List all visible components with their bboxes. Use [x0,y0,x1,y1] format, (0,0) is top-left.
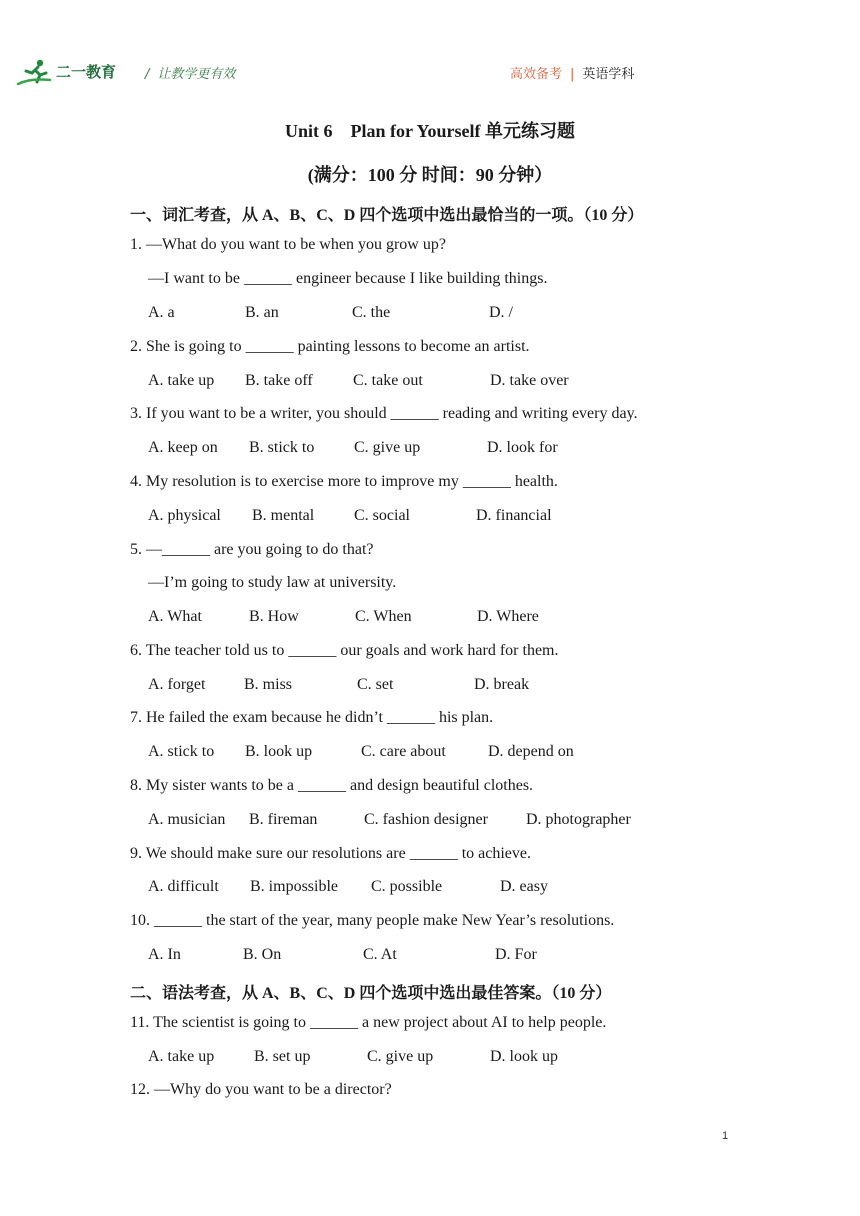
option-c: C. fashion designer [364,811,488,828]
option-a: A. stick to [148,743,215,760]
question-line: 5. —______ are you going to do that? [130,541,374,558]
question-line: 9. We should make sure our resolutions are ______ to achieve. [130,845,531,862]
question-line: 3. If you want to be a writer, you should ______ reading and writing every day. [130,405,638,422]
option-c: C. care about [361,743,446,760]
option-a: A. take up [148,1048,215,1065]
slogan: / 让教学更有效 [145,67,236,82]
option-a: A. a [148,304,175,321]
option-d: D. easy [500,878,548,895]
question-line: 8. My sister wants to be a ______ and design beautiful clothes. [130,777,534,794]
page-subtitle: (满分：100 分 时间：90 分钟） [307,165,553,185]
question-line: 4. My resolution is to exercise more to improve my ______ health. [130,473,558,490]
section-heading-grammar: 二、语法考查，从 A、B、C、D 四个选项中选出最佳答案。（10 分） [130,985,612,1002]
option-b: B. set up [254,1048,311,1065]
option-d: D. look for [487,439,558,456]
logo [16,58,126,90]
header-right [510,63,634,82]
slogan-text: 让教学更有效 [157,67,236,82]
question-line: 11. The scientist is going to ______ a new project about AI to help people. [130,1014,607,1031]
page-title: Unit 6 Plan for Yourself 单元练习题 [285,121,575,141]
option-b: B. fireman [249,811,318,828]
option-d: D. For [495,946,537,963]
question-line: 1. —What do you want to be when you grow up? [130,236,446,253]
question-line: —I want to be ______ engineer because I like building things. [148,270,548,287]
option-d: D. take over [490,372,569,389]
option-a: A. musician [148,811,226,828]
subject-label: 英语学科 [582,67,635,82]
section-heading-vocabulary: 一、词汇考查，从 A、B、C、D 四个选项中选出最恰当的一项。（10 分） [130,207,644,224]
option-b: B. miss [244,676,293,693]
option-d: D. break [474,676,530,693]
option-a: A. What [148,608,202,625]
option-d: D. depend on [488,743,574,760]
option-d: D. photographer [526,811,631,828]
option-c: C. social [354,507,410,524]
header-separator: | [570,67,575,82]
option-b: B. How [249,608,299,625]
option-b: B. an [245,304,279,321]
option-c: C. possible [371,878,443,895]
question-line: 12. —Why do you want to be a director? [130,1081,392,1098]
option-c: C. When [355,608,412,625]
option-d: D. / [489,304,513,321]
question-line: 2. She is going to ______ painting lessons to become an artist. [130,338,530,355]
logo-text: 二一教育 [56,63,117,81]
option-b: B. look up [245,743,313,760]
exam-label: 高效备考 [510,67,563,82]
option-a: A. difficult [148,878,219,895]
option-d: D. look up [490,1048,558,1065]
option-c: C. give up [367,1048,434,1065]
option-d: D. Where [477,608,539,625]
option-a: A. keep on [148,439,218,456]
question-line: —I’m going to study law at university. [148,574,397,591]
option-b: B. stick to [249,439,315,456]
option-b: B. take off [245,372,313,389]
option-c: C. At [363,946,397,963]
option-c: C. the [352,304,391,321]
question-line: 7. He failed the exam because he didn’t ______ his plan. [130,709,494,726]
question-line: 6. The teacher told us to ______ our goals and work hard for them. [130,642,559,659]
option-d: D. financial [476,507,552,524]
option-c: C. take out [353,372,423,389]
option-c: C. set [357,676,394,693]
option-c: C. give up [354,439,421,456]
runner-logo-icon [16,58,56,88]
option-b: B. On [243,946,282,963]
option-b: B. impossible [250,878,339,895]
option-a: A. take up [148,372,215,389]
option-a: A. physical [148,507,221,524]
option-b: B. mental [252,507,315,524]
option-a: A. forget [148,676,206,693]
page-number: 1 [722,1130,729,1142]
question-line: 10. ______ the start of the year, many people make New Year’s resolutions. [130,912,615,929]
option-a: A. In [148,946,181,963]
page-header [0,0,860,100]
